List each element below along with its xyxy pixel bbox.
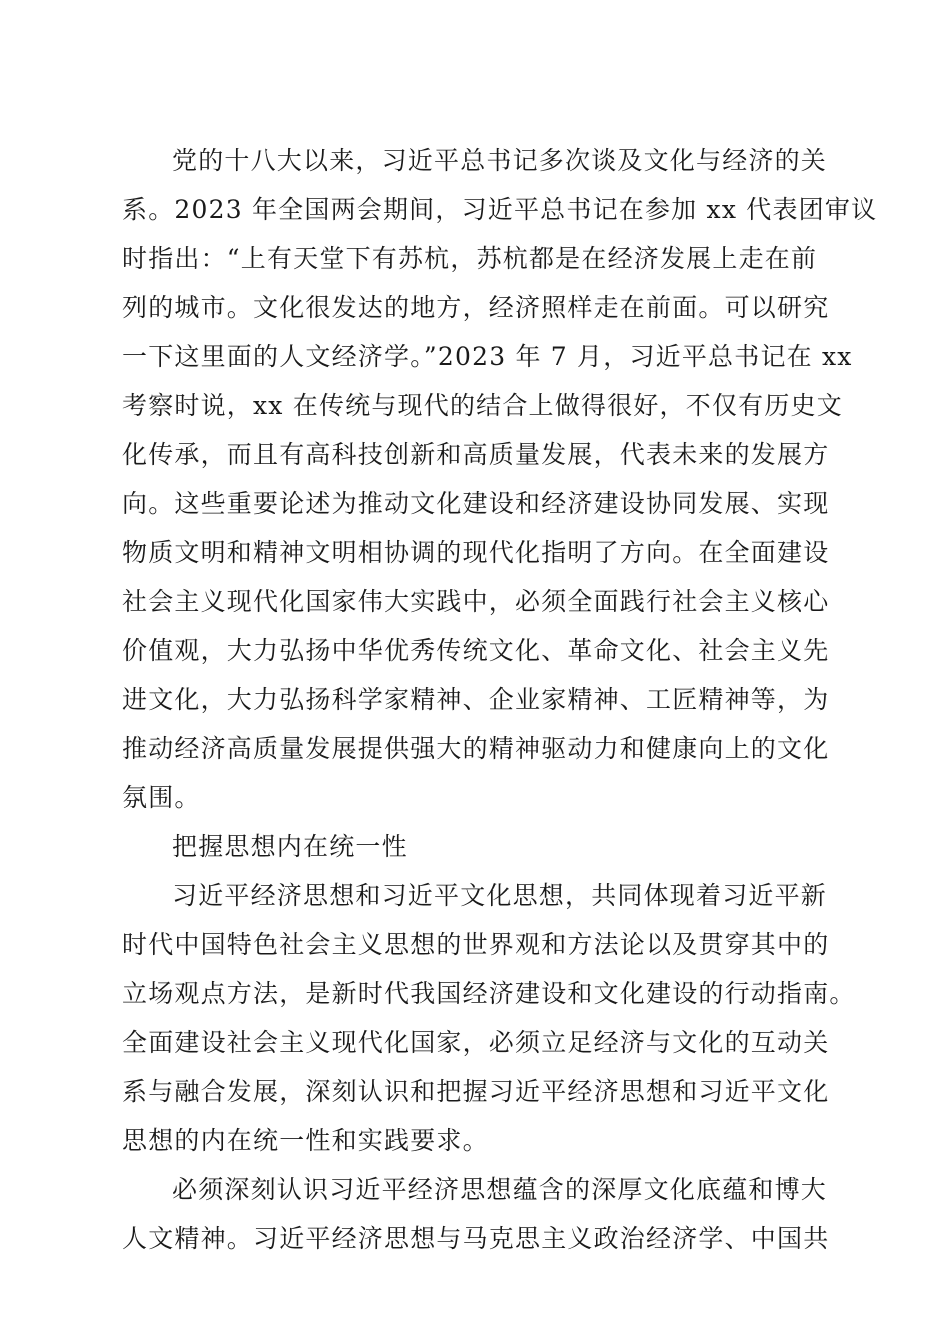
paragraph-2-line-3: 立场观点方法，是新时代我国经济建设和文化建设的行动指南。 — [122, 979, 856, 1008]
paragraph-2-line-5: 系与融合发展，深刻认识和把握习近平经济思想和习近平文化 — [122, 1077, 830, 1106]
paragraph-1-line-7: 化传承，而且有高科技创新和高质量发展，代表未来的发展方 — [122, 440, 830, 469]
paragraph-2-line-4: 全面建设社会主义现代化国家，必须立足经济与文化的互动关 — [122, 1028, 830, 1057]
paragraph-2-line-2: 时代中国特色社会主义思想的世界观和方法论以及贯穿其中的 — [122, 930, 830, 959]
paragraph-3-line-1: 必须深刻认识习近平经济思想蕴含的深厚文化底蕴和博大 — [172, 1175, 828, 1204]
paragraph-1-line-1: 党的十八大以来，习近平总书记多次谈及文化与经济的关 — [172, 146, 828, 175]
paragraph-1-line-13: 推动经济高质量发展提供强大的精神驱动力和健康向上的文化 — [122, 734, 830, 763]
paragraph-1-line-14: 氛围。 — [122, 783, 201, 812]
section-heading: 把握思想内在统一性 — [172, 832, 408, 861]
paragraph-1-line-8: 向。这些重要论述为推动文化建设和经济建设协同发展、实现 — [122, 489, 830, 518]
paragraph-1-line-10: 社会主义现代化国家伟大实践中，必须全面践行社会主义核心 — [122, 587, 830, 616]
paragraph-3-line-2: 人文精神。习近平经济思想与马克思主义政治经济学、中国共 — [122, 1224, 830, 1253]
paragraph-1-line-5: 一下这里面的人文经济学。”2023 年 7 月，习近平总书记在 xx — [122, 342, 853, 371]
paragraph-1-line-3: 时指出：“上有天堂下有苏杭，苏杭都是在经济发展上走在前 — [122, 244, 818, 273]
paragraph-1-line-12: 进文化，大力弘扬科学家精神、企业家精神、工匠精神等，为 — [122, 685, 830, 714]
paragraph-1-line-6: 考察时说，xx 在传统与现代的结合上做得很好，不仅有历史文 — [122, 391, 843, 420]
paragraph-1-line-9: 物质文明和精神文明相协调的现代化指明了方向。在全面建设 — [122, 538, 830, 567]
paragraph-2-line-1: 习近平经济思想和习近平文化思想，共同体现着习近平新 — [172, 881, 828, 910]
paragraph-1-line-11: 价值观，大力弘扬中华优秀传统文化、革命文化、社会主义先 — [122, 636, 830, 665]
paragraph-1-line-4: 列的城市。文化很发达的地方，经济照样走在前面。可以研究 — [122, 293, 830, 322]
paragraph-2-line-6: 思想的内在统一性和实践要求。 — [122, 1126, 489, 1155]
paragraph-1-line-2: 系。2023 年全国两会期间，习近平总书记在参加 xx 代表团审议 — [122, 195, 878, 224]
